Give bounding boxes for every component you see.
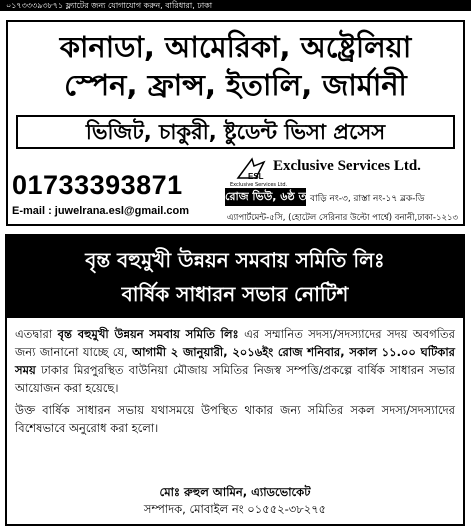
agm-notice <box>5 234 465 526</box>
notice-body <box>15 325 455 441</box>
company-name: Exclusive Services Ltd. <box>273 158 421 174</box>
meeting-datetime: আগামী ২ জানুয়ারী, ২০১৬ইং রোজ শনিবার, সকাল ১১.০০ ঘটিকার সময় <box>15 345 455 377</box>
email-address: E-mail : juwelrana.esl@gmail.com <box>12 205 190 217</box>
headline-countries-2: স্পেন, ফ্রান্স, ইতালি, জার্মানী <box>64 68 407 102</box>
signer-name: মোঃ রুহুল আমিন, এ্যাডভোকেট <box>159 485 311 499</box>
phone-number: 01733393871 <box>12 170 183 200</box>
para1-venue: ঢাকার মিরপুরস্থিত বাউনিয়া মৌজায় সমিতির নিজস্ব সম্পত্তি/প্রকল্পে বার্ষিক সাধারন সভার আয়োজন করা হয়েছে। <box>15 363 455 395</box>
address-line-1: বাড়ি নং-৩, রাস্তা নং-১৭ ব্লক-ডি <box>310 194 425 204</box>
top-strip: ০১৭৩৩৩৯৩৮৭১ ফ্ল্যাটের জন্য যোগাযোগ করুন, বারিধারা, ঢাকা <box>0 0 471 11</box>
para1-middle: এর সম্মানিত সদস্য/সদস্যাদের সদয় অবগতির জন্য জানানো যাচ্ছে যে, <box>15 327 456 359</box>
notice-paragraph-2: উক্ত বার্ষিক সাধারন সভায় যথাসময়ে উপস্থিত থাকার জন্য সমিতির সকল সদস্য/সদস্যাদের বিশেষভাবে অনুরোধ করা হলো। <box>15 403 455 435</box>
para1-lead: এতদ্বারা <box>15 327 58 341</box>
notice-title: বার্ষিক সাধারন সভার নোটিশ <box>121 282 349 306</box>
esl-logo-icon <box>234 156 270 182</box>
address-line-2: এ্যাপার্টমেন্ট-৫সি, (হোটেল সেরিনার উল্টো পার্শ্বে) বনানী,ঢাকা-১২১৩ <box>227 213 459 223</box>
visa-advertisement <box>6 20 465 226</box>
signer-role: সম্পাদক, মোবাইল নং ০১৫৫২-৩৮২৭৫ <box>143 502 327 516</box>
headline-countries-1: কানাডা, আমেরিকা, অষ্ট্রেলিয়া <box>59 30 412 64</box>
signature-block <box>7 484 463 518</box>
logo-text: ESL <box>248 172 264 181</box>
para1-society: বৃন্ত বহুমুখী উন্নয়ন সমবায় সমিতি লিঃ <box>57 327 239 341</box>
logo-subtext: Exclusive Services Ltd. <box>230 182 288 188</box>
society-name: বৃন্ত বহুমুখী উন্নয়ন সমবায় সমিতি লিঃ <box>85 248 385 272</box>
address-highlight: রোজ ভিউ, ৬ষ্ঠ তলা, <box>225 188 306 206</box>
headline-services-box: ভিজিট, চাকুরী, ষ্টুডেন্ট ভিসা প্রসেস <box>16 115 455 149</box>
notice-header <box>7 236 463 318</box>
notice-paragraph-1 <box>15 325 455 397</box>
